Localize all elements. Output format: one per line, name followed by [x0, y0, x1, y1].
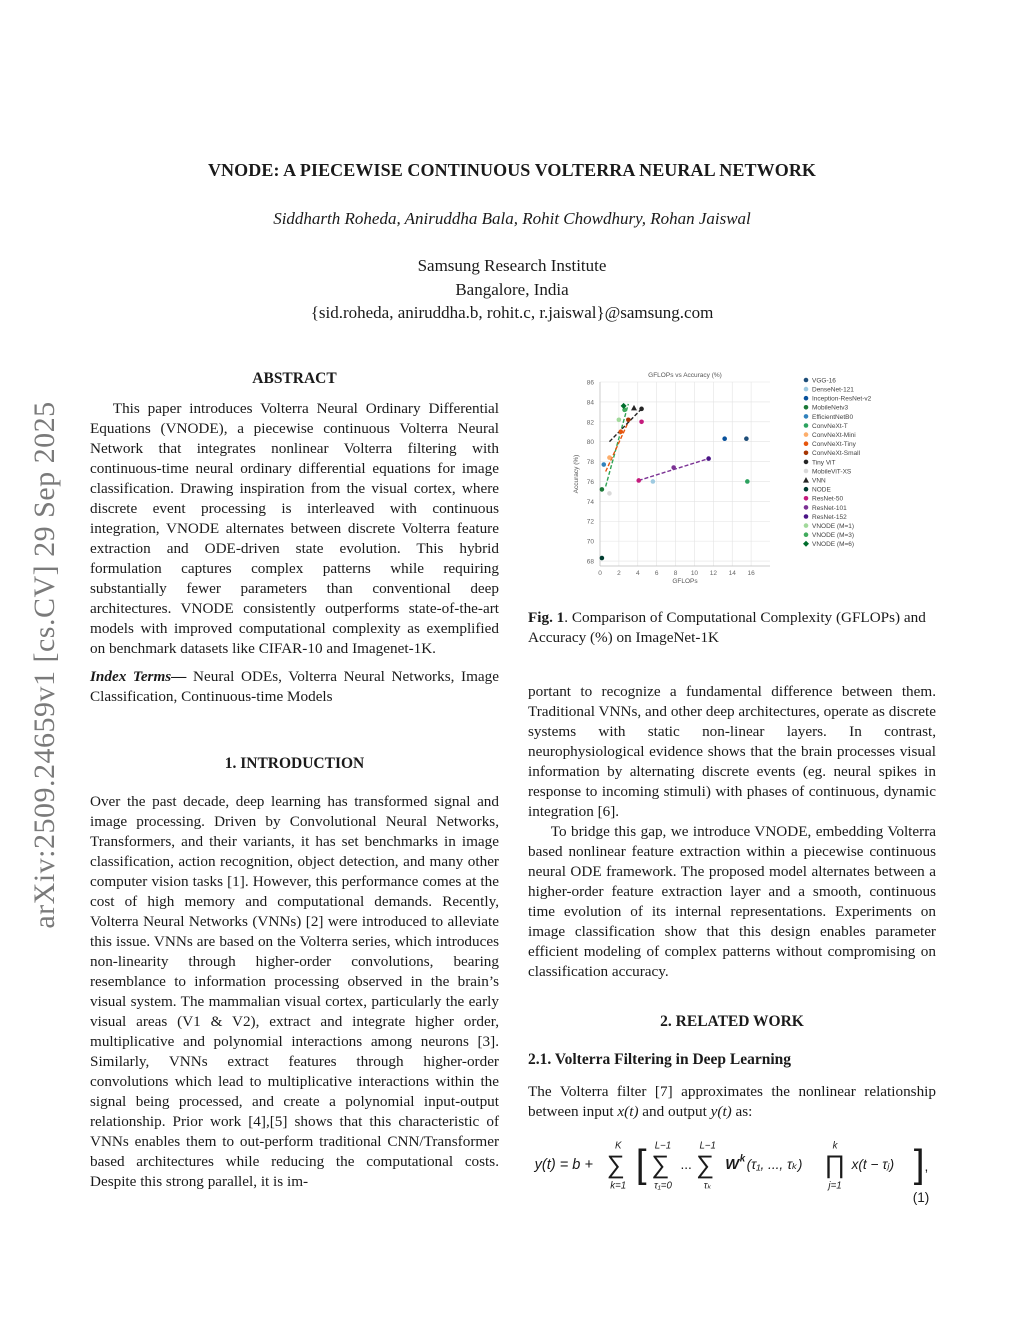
math-y-t: y(t): [710, 1103, 732, 1120]
legend-label: Inception-ResNet-v2: [812, 395, 872, 403]
legend-label: MobileNetv3: [812, 404, 849, 412]
legend-marker: [803, 477, 809, 483]
data-point: [745, 479, 750, 484]
data-point: [744, 436, 749, 441]
data-point: [639, 407, 644, 412]
eq-bracket-right: ]: [913, 1142, 925, 1186]
legend-label: VNODE (M=6): [812, 541, 855, 549]
y-tick-label: 78: [586, 459, 594, 467]
legend-label: ConvNeXt-Mini: [812, 432, 856, 439]
legend-marker: [804, 441, 809, 446]
eq-weight-args: (τ₁, ..., τₖ): [746, 1157, 803, 1173]
eq-sum-k-top: K: [615, 1140, 622, 1152]
legend-marker: [804, 414, 809, 419]
legend-marker: [804, 487, 809, 492]
data-point: [600, 487, 605, 492]
author-list: Siddharth Roheda, Aniruddha Bala, Rohit Chowdhury, Rohan Jaiswal: [273, 209, 751, 228]
legend-label: VNN: [812, 477, 826, 485]
trend-line: [606, 404, 629, 487]
x-tick-label: 8: [673, 570, 678, 577]
legend-marker: [803, 541, 809, 547]
arxiv-identifier-text: arXiv:2509.24659v1 [cs.CV] 29 Sep 2025: [28, 401, 61, 929]
arxiv-identifier: [28, 370, 62, 960]
eq-sum-k: ∑: [606, 1150, 625, 1179]
legend-marker: [804, 523, 809, 528]
intro-paragraph-2: To bridge this gap, we introduce VNODE, embedding Volterra based nonlinear feature extraction within a piecewise continuous neural ODE framework. The proposed model alternates between a higher-order feature extraction layer and a smooth, continuous time evolution of its internal representations. Experiments on image classification show that this design enables parameter efficient modeling of complex patterns without compromising on classification accuracy.: [528, 823, 936, 980]
eq-product-term: x(t − τⱼ): [851, 1157, 895, 1173]
related-text-b: and output: [638, 1103, 711, 1120]
related-work-section: [528, 1012, 936, 1122]
y-tick-label: 68: [586, 558, 594, 566]
intro-heading: 1. INTRODUCTION: [224, 755, 365, 772]
eq-sum-tau1-top: L−1: [654, 1140, 672, 1152]
legend-marker: [804, 432, 809, 437]
trend-line: [606, 418, 631, 472]
legend-label: VGG-16: [812, 377, 836, 385]
affiliation-location: Bangalore, India: [455, 280, 569, 299]
eq-sum-k-bottom: k=1: [610, 1180, 627, 1192]
legend-marker: [804, 396, 809, 401]
y-tick-label: 70: [586, 538, 594, 546]
x-axis-label: GFLOPs: [672, 578, 698, 585]
legend-label: ResNet-50: [812, 495, 844, 503]
eq-weight: W: [725, 1157, 739, 1174]
x-tick-label: 10: [690, 570, 699, 577]
paper-title: VNODE: A PIECEWISE CONTINUOUS VOLTERRA NEURAL NETWORK: [207, 160, 817, 180]
legend-label: VNODE (M=3): [812, 532, 855, 540]
data-point: [601, 462, 606, 467]
volterra-equation: [528, 1136, 936, 1206]
legend-label: DenseNet-121: [812, 386, 854, 394]
legend-label: VNODE (M=1): [812, 523, 855, 530]
legend-label: ConvNeXt-T: [812, 422, 848, 430]
x-tick-label: 6: [654, 570, 659, 577]
legend-marker: [804, 469, 809, 474]
data-point: [617, 417, 622, 422]
data-point: [671, 465, 676, 470]
eq-sum-tauk: ∑: [696, 1150, 715, 1179]
eq-product-bottom: j=1: [828, 1180, 842, 1192]
eq-sum-tauk-bottom: τₖ: [703, 1180, 712, 1192]
data-point: [651, 479, 656, 484]
x-tick-label: 4: [635, 570, 640, 577]
y-tick-label: 74: [586, 498, 594, 506]
y-axis-label: Accuracy (%): [573, 454, 580, 494]
abstract-section: [90, 369, 499, 707]
eq-sum-tau1-bottom: τ₁=0: [654, 1180, 672, 1192]
related-work-heading: 2. RELATED WORK: [660, 1013, 804, 1030]
chart-title: GFLOPs vs Accuracy (%): [648, 372, 722, 379]
affiliation-institute: Samsung Research Institute: [417, 256, 607, 275]
data-point: [722, 436, 727, 441]
eq-sum-tau1: ∑: [651, 1150, 670, 1179]
index-terms-label: Index Terms—: [90, 668, 187, 685]
data-point: [639, 419, 644, 424]
legend-marker: [804, 496, 809, 501]
eq-comma: ,: [924, 1159, 929, 1174]
data-point: [622, 408, 627, 413]
data-point: [631, 405, 637, 411]
data-point: [706, 456, 711, 461]
y-tick-label: 76: [586, 478, 594, 486]
legend-label: MobileViT-XS: [812, 468, 852, 476]
x-tick-label: 2: [617, 570, 621, 577]
related-work-paragraph: [528, 1082, 936, 1122]
introduction-continued: [528, 682, 936, 982]
related-text-c: as:: [731, 1103, 753, 1120]
eq-bracket-left: [: [635, 1142, 647, 1186]
legend-label: Tiny ViT: [812, 459, 836, 467]
intro-paragraph-1-cont: portant to recognize a fundamental difference between them. Traditional VNNs, and other deep architectures, operate as discrete systems with static non-linear layers. In contrast, neurophysiological evidence shows that the brain processes visual information by alternating discrete events (eg. neural spikes in response to incoming stimuli) with phases of continuous, dynamic integration [6].: [528, 683, 936, 820]
data-point: [626, 417, 631, 422]
legend-marker: [804, 378, 809, 383]
eq-weight-sup: k: [739, 1153, 746, 1165]
data-point: [607, 455, 612, 460]
legend-marker: [804, 405, 809, 410]
author-emails: {sid.roheda, aniruddha.b, rohit.c, r.jaiswal}@samsung.com: [310, 303, 714, 322]
math-x-t: x(t): [617, 1103, 639, 1120]
legend-label: ConvNeXt-Small: [812, 450, 861, 458]
legend-marker: [804, 532, 809, 537]
eq-dots: ...: [680, 1157, 692, 1173]
legend-label: ResNet-152: [812, 513, 847, 521]
figure-label: Fig. 1: [528, 609, 565, 626]
introduction-section: [90, 754, 499, 1192]
legend-marker: [804, 387, 809, 392]
figure-caption: [528, 608, 938, 648]
legend-label: ConvNeXt-Tiny: [812, 441, 856, 449]
data-point: [607, 491, 612, 496]
eq-product: ∏: [824, 1150, 846, 1179]
eq-sum-tauk-top: L−1: [699, 1140, 716, 1152]
eq-product-top: k: [832, 1140, 838, 1152]
y-tick-label: 82: [586, 419, 594, 427]
data-point: [618, 429, 623, 434]
y-tick-label: 84: [586, 399, 594, 407]
legend-label: EfficientNetB0: [812, 413, 854, 421]
legend-marker: [804, 514, 809, 519]
intro-paragraph-1: Over the past decade, deep learning has transformed signal and image processing. Driven by Convolutional Neural Networks, Transformers, and their variants, it has set benchmarks in image classification, action recognition, object detection, and many other computer vision tasks [1]. However, this performance comes at the cost of high memory and computational demands. Recently, Volterra Neural Networks (VNNs) [2] were introduced to alleviate this issue. VNNs are based on the Volterra series, which introduces non-linearity through higher-order convolutions, bearing resemblance to information processing observed in the brain’s visual system. The mammalian visual cortex, particularly the early visual areas (V1 & V2), extract and integrate higher order, multiplicative and polynomial interactions among neurons [3]. Similarly, VNNs extract features through higher-order convolutions which lead to multiplicative interactions within the signal being processed, and create a polynomial input-output relationship. Prior work [4],[5] shows that this characteristic of VNNs enables them to out-perform traditional CNN/Transformer based architectures while reducing the computational costs. Despite this strong parallel, it is im-: [90, 793, 499, 1190]
legend-marker: [804, 505, 809, 510]
legend-marker: [804, 460, 809, 465]
y-tick-label: 72: [586, 518, 594, 526]
y-tick-label: 80: [586, 439, 594, 447]
gflops-accuracy-chart: [528, 368, 938, 585]
y-tick-label: 86: [586, 379, 594, 387]
eq-number: (1): [912, 1190, 930, 1206]
x-tick-label: 0: [598, 570, 602, 577]
eq-lhs: y(t) = b +: [534, 1157, 593, 1174]
index-terms: [90, 667, 499, 707]
legend-marker: [804, 451, 809, 456]
x-tick-label: 14: [728, 570, 736, 577]
related-text-a: The Volterra filter [7] approximates the nonlinear relationship between input: [528, 1083, 936, 1120]
legend-label: ResNet-101: [812, 504, 847, 512]
data-point: [636, 478, 641, 483]
figure-caption-text: . Comparison of Computational Complexity (GFLOPs) and Accuracy (%) on ImageNet-1K: [528, 609, 926, 646]
data-point: [600, 556, 605, 561]
x-tick-label: 12: [709, 570, 717, 577]
index-terms-text: Neural ODEs, Volterra Neural Networks, Image Classification, Continuous-time Models: [90, 668, 499, 705]
legend-label: NODE: [812, 486, 831, 494]
x-tick-label: 16: [747, 570, 755, 577]
legend-marker: [804, 423, 809, 428]
abstract-heading: ABSTRACT: [252, 370, 337, 387]
abstract-text: This paper introduces Volterra Neural Ordinary Differential Equations (VNODE), a piecewise continuous Volterra Neural Network that integrates nonlinear Volterra filtering with continuous-time neural ordinary differential equations for image classification. Drawing inspiration from the visual cortex, where discrete event processing is interleaved with continuous integration, VNODE alternates between discrete Volterra feature extraction and ODE-driven state evolution. This hybrid formulation captures complex patterns while requiring substantially fewer parameters than conventional deep architectures. VNODE consistently outperforms state-of-the-art models with improved computational complexity as exemplified on benchmark datasets like CIFAR-10 and Imagenet-1K.: [90, 400, 499, 657]
related-work-subheading: 2.1. Volterra Filtering in Deep Learning: [528, 1051, 792, 1068]
